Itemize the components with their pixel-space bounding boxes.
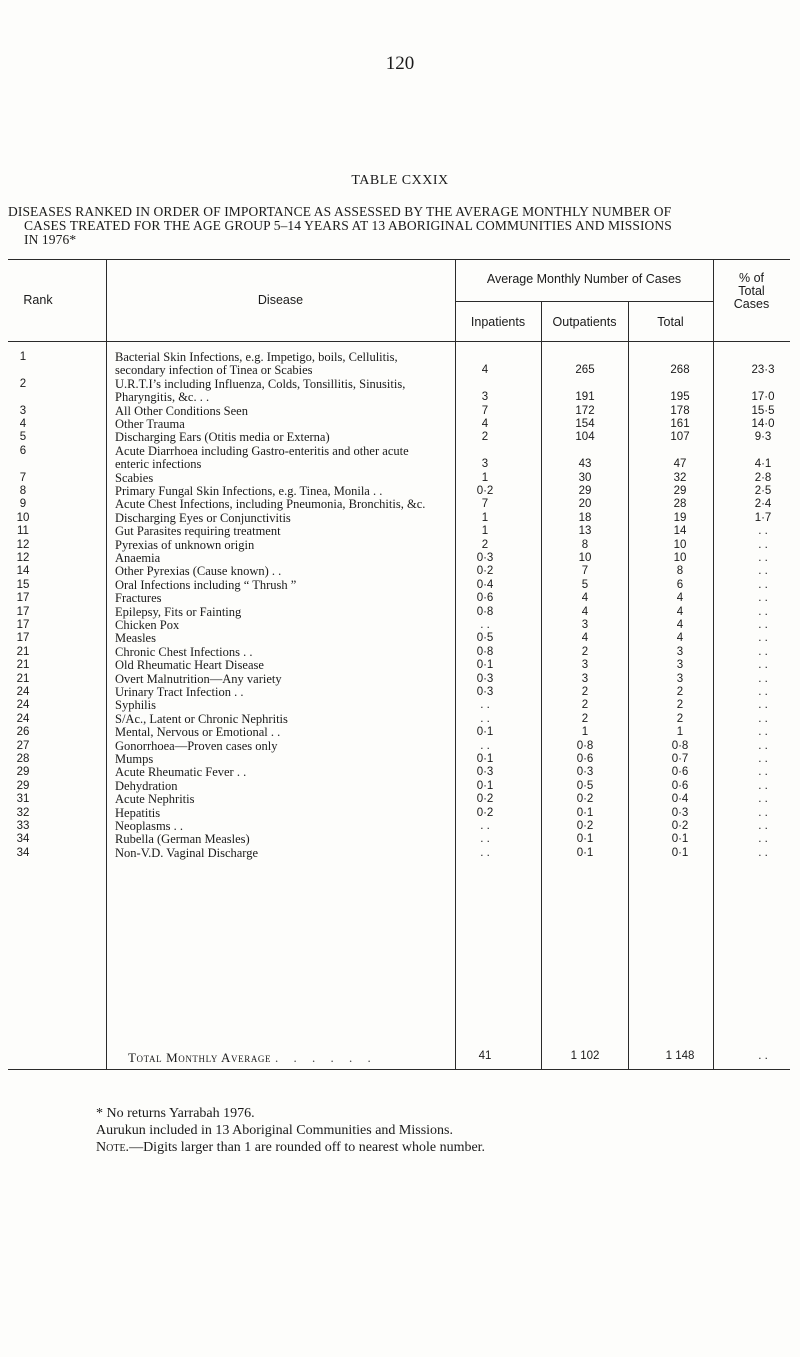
pct-cell: . . — [758, 552, 768, 564]
disease-line: Anaemia — [115, 552, 161, 565]
rank-cell: 24 — [16, 686, 30, 698]
disease-line: Non-V.D. Vaginal Discharge — [115, 846, 259, 860]
disease-cell — [115, 686, 460, 699]
rank-cell: 21 — [16, 672, 30, 685]
rank-cell: 2 — [19, 377, 27, 390]
note-text: —Digits larger than 1 are rounded off to nearest whole number. — [129, 1140, 486, 1155]
header-disease: Disease — [257, 293, 304, 307]
pct-cell: . . — [758, 699, 768, 712]
total-cell: 2 — [676, 686, 684, 698]
disease-line: Urinary Tract Infection . . — [115, 686, 244, 699]
disease-line: Old Rheumatic Heart Disease — [115, 659, 264, 673]
header-pct-line3: Cases — [733, 297, 770, 311]
inpatients-cell: 0·6 — [476, 592, 494, 605]
rank-cell: 3 — [19, 404, 27, 417]
inpatients-cell: 0·8 — [476, 605, 494, 618]
rank-cell: 11 — [17, 525, 29, 538]
pct-cell: . . — [758, 766, 768, 779]
pct-cell: 2·8 — [754, 471, 772, 484]
note-label: Note. — [96, 1140, 130, 1155]
pct-cell: 1·7 — [754, 511, 772, 524]
page-number: 120 — [385, 53, 415, 74]
inpatients-cell: 0·1 — [476, 726, 494, 739]
pct-cell: . . — [758, 846, 768, 859]
pct-cell: . . — [758, 645, 768, 658]
disease-line: Scabies — [115, 471, 154, 485]
pct-cell: . . — [758, 753, 768, 765]
disease-cell — [115, 418, 460, 431]
header-total: Total — [657, 315, 684, 329]
caption-line-1: DISEASES RANKED IN ORDER OF IMPORTANCE AS ASSESSED BY THE AVERAGE MONTHLY NUMBER OF — [8, 204, 672, 219]
outpatients-cell: 2 — [581, 686, 589, 698]
disease-cell — [115, 766, 460, 779]
outpatients-cell: 13 — [578, 525, 592, 538]
total-cell: 29 — [673, 485, 687, 497]
total-cell: 4 — [676, 632, 684, 645]
subheader-rule — [455, 301, 713, 302]
rank-cell: 14 — [16, 565, 30, 578]
rank-cell: 24 — [16, 712, 30, 725]
total-label — [128, 1050, 377, 1066]
caption-line-2: CASES TREATED FOR THE AGE GROUP 5–14 YEARS AT 13 ABORIGINAL COMMUNITIES AND MISSIONS — [24, 218, 672, 233]
total-cell: 32 — [673, 471, 687, 484]
total-cell: 107 — [670, 431, 690, 444]
rank-cell: 32 — [16, 806, 30, 819]
outpatients-cell: 0·2 — [576, 793, 594, 806]
total-cell: 1 — [676, 726, 684, 739]
disease-cell — [115, 793, 460, 806]
disease-line: Syphilis — [115, 699, 156, 713]
outpatients-cell: 0·3 — [576, 766, 594, 779]
disease-line: All Other Conditions Seen — [115, 404, 248, 418]
disease-line: Mumps — [115, 753, 154, 766]
inpatients-cell: 3 — [481, 458, 489, 471]
disease-cell — [115, 592, 460, 605]
total-cell: 10 — [673, 552, 687, 564]
disease-cell — [115, 378, 460, 404]
disease-line: Overt Malnutrition—Any variety — [115, 672, 282, 686]
aurukun-note: Aurukun included in 13 Aboriginal Communities and Missions. — [96, 1123, 453, 1138]
disease-cell — [115, 525, 460, 538]
total-cell: 8 — [676, 565, 684, 578]
disease-line: Dehydration — [115, 779, 178, 793]
inpatients-cell: 4 — [481, 418, 489, 430]
total-cell: 0·2 — [671, 820, 689, 832]
disease-line: U.R.T.I’s including Influenza, Colds, Tonsillitis, Sinusitis, — [115, 377, 406, 391]
inpatients-cell: 7 — [481, 498, 489, 511]
total-pct: . . — [758, 1050, 768, 1062]
disease-line: Acute Nephritis — [115, 793, 195, 807]
inpatients-cell: . . — [480, 833, 490, 846]
rank-cell: 29 — [16, 779, 30, 792]
outpatients-cell: 0·8 — [576, 739, 594, 752]
outpatients-cell: 0·1 — [576, 833, 594, 846]
disease-line: secondary infection of Tinea or Scabies — [115, 363, 313, 377]
total-outpatients: 1 102 — [570, 1050, 600, 1062]
notes — [96, 1105, 786, 1156]
disease-cell — [115, 833, 460, 846]
pct-cell: . . — [758, 619, 768, 631]
pct-cell: 4·1 — [754, 458, 772, 471]
pct-cell: 15·5 — [751, 404, 775, 417]
inpatients-cell: 0·2 — [476, 565, 494, 578]
inpatients-cell: . . — [480, 820, 490, 832]
pct-cell: . . — [758, 565, 768, 578]
disease-line: Acute Diarrhoea including Gastro-enteritis and other acute — [115, 444, 409, 458]
disease-line: Hepatitis — [115, 806, 161, 820]
total-inpatients: 41 — [478, 1050, 492, 1062]
disease-cell — [115, 699, 460, 712]
inpatients-cell: 0·5 — [476, 632, 494, 645]
total-cell: 0·7 — [671, 753, 689, 765]
outpatients-cell: 30 — [578, 471, 592, 484]
inpatients-cell: 0·2 — [476, 485, 494, 497]
header-outpatients: Outpatients — [552, 315, 617, 329]
col-divider-outpatients — [628, 301, 629, 1069]
outpatients-cell: 0·5 — [576, 779, 594, 792]
disease-line: Mental, Nervous or Emotional . . — [115, 726, 281, 740]
inpatients-cell: . . — [480, 846, 490, 859]
disease-cell — [115, 646, 460, 659]
rank-cell: 33 — [16, 820, 30, 832]
disease-cell — [115, 753, 460, 766]
disease-cell — [115, 632, 460, 645]
header-average-group: Average Monthly Number of Cases — [486, 272, 682, 286]
header-pct-line2: Total — [738, 284, 765, 298]
total-cell: 0·3 — [671, 806, 689, 819]
inpatients-cell: . . — [480, 712, 490, 725]
outpatients-cell: 18 — [578, 511, 592, 524]
outpatients-cell: 7 — [581, 565, 589, 578]
pct-cell: . . — [758, 793, 768, 806]
disease-line: Chronic Chest Infections . . — [115, 645, 253, 659]
total-cell: 10 — [673, 538, 687, 551]
disease-cell — [115, 659, 460, 672]
rank-cell: 10 — [16, 511, 30, 524]
footnote: * No returns Yarrabah 1976. — [96, 1106, 255, 1121]
header-rank: Rank — [23, 293, 53, 307]
inpatients-cell: . . — [480, 739, 490, 752]
table-caption — [8, 205, 783, 247]
disease-line: Epilepsy, Fits or Fainting — [115, 605, 242, 619]
outpatients-cell: 4 — [581, 632, 589, 645]
rank-cell: 26 — [16, 726, 30, 739]
inpatients-cell: . . — [480, 619, 490, 631]
table-top-rule — [8, 259, 790, 260]
pct-cell: . . — [758, 779, 768, 792]
rank-cell: 17 — [16, 605, 30, 618]
total-cell: 2 — [676, 699, 684, 712]
inpatients-cell: 1 — [481, 525, 489, 538]
pct-cell: . . — [758, 686, 768, 698]
outpatients-cell: 2 — [581, 712, 589, 725]
pct-cell: . . — [758, 605, 768, 618]
inpatients-cell: 0·4 — [476, 578, 494, 591]
outpatients-cell: 4 — [581, 605, 589, 618]
disease-cell — [115, 740, 460, 753]
total-cell: 268 — [670, 364, 690, 377]
outpatients-cell: 0·1 — [576, 806, 594, 819]
disease-line: Measles — [115, 632, 156, 646]
table-label: TABLE CXXIX — [351, 173, 449, 188]
disease-cell — [115, 485, 460, 498]
pct-cell: . . — [758, 739, 768, 752]
pct-cell: . . — [758, 672, 768, 685]
rank-cell: 34 — [16, 833, 30, 846]
inpatients-cell: 0·3 — [476, 766, 494, 779]
rank-cell: 29 — [16, 766, 30, 779]
pct-cell: . . — [758, 659, 768, 672]
total-cell: 178 — [670, 404, 690, 417]
outpatients-cell: 3 — [581, 659, 589, 672]
pct-cell: . . — [758, 632, 768, 645]
outpatients-cell: 3 — [581, 672, 589, 685]
total-cell: 4 — [676, 605, 684, 618]
disease-line: Other Pyrexias (Cause known) . . — [115, 565, 282, 579]
inpatients-cell: 0·2 — [476, 806, 494, 819]
disease-cell — [115, 565, 460, 578]
rounding-note — [96, 1139, 786, 1156]
header-pct — [713, 272, 790, 311]
inpatients-cell: 2 — [481, 431, 489, 444]
pct-cell: . . — [758, 712, 768, 725]
disease-line: Neoplasms . . — [115, 820, 184, 833]
outpatients-cell: 104 — [575, 431, 595, 444]
total-label-text: Total Monthly Average — [128, 1050, 272, 1065]
pct-cell: . . — [758, 538, 768, 551]
inpatients-cell: 1 — [481, 471, 489, 484]
disease-line: Other Trauma — [115, 418, 185, 431]
disease-cell — [115, 847, 460, 860]
disease-line: Gut Parasites requiring treatment — [115, 525, 281, 539]
disease-cell — [115, 431, 460, 444]
outpatients-cell: 8 — [581, 538, 589, 551]
disease-cell — [115, 445, 460, 471]
outpatients-cell: 1 — [581, 726, 589, 739]
outpatients-cell: 265 — [575, 364, 595, 377]
rank-cell: 24 — [16, 699, 30, 712]
total-cell: 19 — [673, 511, 687, 524]
inpatients-cell: 7 — [481, 404, 489, 417]
rank-cell: 1 — [19, 351, 27, 363]
rank-cell: 21 — [16, 659, 30, 672]
rank-cell: 9 — [19, 498, 27, 511]
rank-cell: 17 — [16, 632, 30, 645]
disease-cell — [115, 820, 460, 833]
disease-line: Rubella (German Measles) — [115, 833, 250, 847]
disease-line: Gonorrhoea—Proven cases only — [115, 739, 278, 753]
inpatients-cell: 2 — [481, 538, 489, 551]
disease-line: Pyrexias of unknown origin — [115, 538, 255, 552]
total-cell: 0·4 — [671, 793, 689, 806]
rank-cell: 17 — [16, 592, 30, 605]
total-cell: 3 — [676, 672, 684, 685]
pct-cell: 23·3 — [751, 364, 775, 377]
total-cell: 3 — [676, 645, 684, 658]
outpatients-cell: 10 — [578, 552, 592, 564]
rank-cell: 4 — [19, 418, 27, 430]
disease-cell — [115, 512, 460, 525]
pct-cell: 2·5 — [754, 485, 772, 497]
disease-cell — [115, 539, 460, 552]
disease-cell — [115, 579, 460, 592]
disease-line: Primary Fungal Skin Infections, e.g. Tinea, Monila . . — [115, 485, 383, 498]
rank-cell: 34 — [16, 846, 30, 859]
outpatients-cell: 0·2 — [576, 820, 594, 832]
disease-cell — [115, 713, 460, 726]
disease-cell — [115, 673, 460, 686]
pct-cell: . . — [758, 578, 768, 591]
inpatients-cell: 0·1 — [476, 753, 494, 765]
inpatients-cell: 4 — [481, 364, 489, 377]
pct-cell: . . — [758, 833, 768, 846]
total-cell: 0·6 — [671, 779, 689, 792]
disease-cell — [115, 606, 460, 619]
total-cell: 4 — [676, 619, 684, 631]
pct-cell: . . — [758, 806, 768, 819]
rank-cell: 12 — [16, 538, 30, 551]
disease-cell — [115, 351, 460, 377]
inpatients-cell: 0·2 — [476, 793, 494, 806]
disease-cell — [115, 807, 460, 820]
rank-cell: 27 — [16, 739, 30, 752]
rank-cell: 6 — [19, 444, 27, 457]
disease-line: Discharging Ears (Otitis media or Externa) — [115, 431, 330, 445]
disease-line: Fractures — [115, 592, 162, 606]
inpatients-cell: 1 — [481, 511, 489, 524]
inpatients-cell: 0·3 — [476, 686, 494, 698]
total-cell: 0·6 — [671, 766, 689, 779]
outpatients-cell: 191 — [575, 391, 595, 404]
rank-cell: 31 — [16, 793, 30, 806]
inpatients-cell: 0·3 — [476, 672, 494, 685]
rank-cell: 12 — [16, 552, 30, 564]
disease-cell — [115, 472, 460, 485]
pct-cell: 2·4 — [754, 498, 772, 511]
rank-cell: 28 — [16, 753, 30, 765]
inpatients-cell: 0·1 — [476, 779, 494, 792]
pct-cell: . . — [758, 820, 768, 832]
outpatients-cell: 2 — [581, 699, 589, 712]
rank-cell: 7 — [19, 471, 27, 484]
inpatients-cell: 0·1 — [476, 659, 494, 672]
rank-cell: 5 — [19, 431, 27, 444]
inpatients-cell: 3 — [481, 391, 489, 404]
disease-line: Oral Infections including “ Thrush ” — [115, 578, 297, 592]
disease-cell — [115, 780, 460, 793]
total-cell: 0·1 — [671, 846, 689, 859]
total-cell: 47 — [673, 458, 687, 471]
outpatients-cell: 29 — [578, 485, 592, 497]
pct-cell: 17·0 — [751, 391, 775, 404]
pct-cell: . . — [758, 726, 768, 739]
total-cell: 161 — [670, 418, 690, 430]
outpatients-cell: 43 — [578, 458, 592, 471]
header-pct-line1: % of — [738, 271, 764, 285]
header-inpatients: Inpatients — [470, 315, 526, 329]
outpatients-cell: 4 — [581, 592, 589, 605]
outpatients-cell: 20 — [578, 498, 592, 511]
col-divider-inpatients — [541, 301, 542, 1069]
inpatients-cell: 0·8 — [476, 645, 494, 658]
pct-cell: . . — [758, 592, 768, 605]
total-cell: 0·8 — [671, 739, 689, 752]
col-divider-rank — [106, 259, 107, 1069]
outpatients-cell: 2 — [581, 645, 589, 658]
rank-cell: 8 — [19, 485, 27, 497]
pct-cell: 9·3 — [754, 431, 772, 444]
total-cell: 2 — [676, 712, 684, 725]
outpatients-cell: 172 — [575, 404, 595, 417]
disease-line: Bacterial Skin Infections, e.g. Impetigo, boils, Cellulitis, — [115, 351, 398, 364]
disease-cell — [115, 405, 460, 418]
disease-line: enteric infections — [115, 456, 202, 471]
total-cell: 14 — [673, 525, 687, 538]
disease-line: Acute Rheumatic Fever . . — [115, 766, 247, 780]
disease-cell — [115, 498, 460, 511]
outpatients-cell: 154 — [575, 418, 595, 430]
total-total: 1 148 — [665, 1050, 695, 1062]
total-cell: 0·1 — [671, 833, 689, 846]
table-bottom-rule — [8, 1069, 790, 1070]
disease-line: Discharging Eyes or Conjunctivitis — [115, 511, 291, 525]
disease-cell — [115, 619, 460, 632]
total-cell: 195 — [670, 391, 690, 404]
disease-cell — [115, 552, 460, 565]
inpatients-cell: 0·3 — [476, 552, 494, 564]
pct-cell: . . — [758, 525, 768, 538]
inpatients-cell: . . — [480, 699, 490, 712]
rank-cell: 21 — [16, 645, 30, 658]
total-cell: 28 — [673, 498, 687, 511]
header-bottom-rule — [8, 341, 790, 342]
outpatients-cell: 0·6 — [576, 753, 594, 765]
pct-cell: 14·0 — [751, 418, 775, 430]
total-cell: 4 — [676, 592, 684, 605]
caption-line-3: IN 1976* — [24, 232, 77, 247]
outpatients-cell: 3 — [581, 619, 589, 631]
disease-line: Chicken Pox — [115, 619, 180, 632]
disease-line: Pharyngitis, &c. . . — [115, 389, 210, 404]
outpatients-cell: 0·1 — [576, 846, 594, 859]
outpatients-cell: 5 — [581, 578, 589, 591]
disease-line: Acute Chest Infections, including Pneumonia, Bronchitis, &c. — [115, 498, 426, 512]
total-leader: . . . . . . — [275, 1050, 377, 1065]
rank-cell: 15 — [16, 578, 30, 591]
rank-cell: 17 — [16, 619, 30, 631]
disease-line: S/Ac., Latent or Chronic Nephritis — [115, 712, 288, 726]
total-cell: 6 — [676, 578, 684, 591]
total-cell: 3 — [676, 659, 684, 672]
disease-cell — [115, 726, 460, 739]
